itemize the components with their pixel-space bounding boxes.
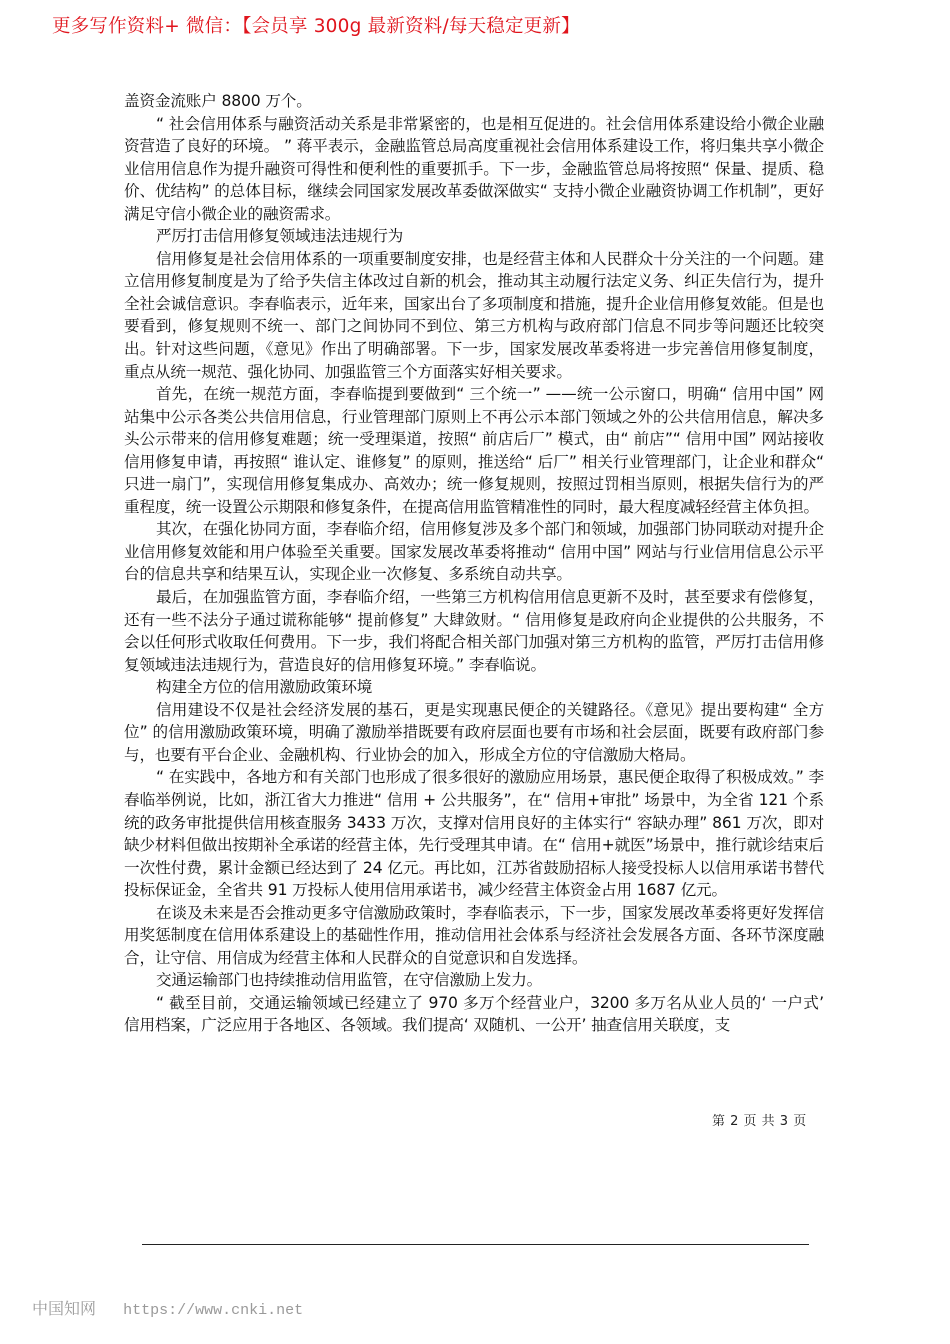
cnki-watermark [32, 1296, 303, 1319]
document-body [124, 90, 824, 1037]
watermark-url: https://www.cnki.net [123, 1302, 304, 1319]
paragraph: “ 在实践中，各地方和有关部门也形成了很多很好的激励应用场景，惠民便企取得了积极成效。” 李春临举例说，比如，浙江省大力推进“ 信用 + 公共服务”，在“ 信用+审批” 场景中，为全省 121 个系统的政务审批提供信用核查服务 3433 万次，支撑对信用良好的主体实行“ 容缺办理” 861 万次，即对缺少材料但做出按期补全承诺的经营主体，先行受理其申请。在“ 信用+就医”场景中，推行就诊结束后一次性付费，累计金额已经达到了 24 亿元。再比如，江苏省鼓励招标人接受投标人以信用承诺书替代投标保证金，全省共 91 万投标人使用信用承诺书，减少经营主体资金占用 1687 亿元。 [124, 768, 824, 900]
paragraph: 其次，在强化协同方面，李春临介绍，信用修复涉及多个部门和领域，加强部门协同联动对提升企业信用修复效能和用户体验至关重要。国家发展改革委将推动“ 信用中国” 网站与行业信用信息公示平台的信息共享和结果互认，实现企业一次修复、多系统自动共享。 [124, 520, 824, 584]
section-heading: 构建全方位的信用激励政策环境 [156, 678, 373, 697]
watermark-name: 中国知网 [32, 1299, 97, 1318]
footer-divider [142, 1244, 809, 1245]
paragraph: “ 社会信用体系与融资活动关系是非常紧密的，也是相互促进的。社会信用体系建设给小微企业融资营造了良好的环境。 ” 蒋平表示，金融监管总局高度重视社会信用体系建设工作，将归集共享小微企业信用信息作为提升融资可得性和便利性的重要抓手。下一步，金融监管总局将按照“ 保量、提质、稳价、优结构” 的总体目标，继续会同国家发展改革委做深做实“ 支持小微企业融资协调工作机制”，更好满足守信小微企业的融资需求。 [124, 114, 824, 223]
paragraph: 信用修复是社会信用体系的一项重要制度安排，也是经营主体和人民群众十分关注的一个问题。建立信用修复制度是为了给予失信主体改过自新的机会，推动其主动履行法定义务、纠正失信行为，提升全社会诚信意识。李春临表示，近年来，国家出台了多项制度和措施，提升企业信用修复效能。但是也要看到，修复规则不统一、部门之间协同不到位、第三方机构与政府部门信息不同步等问题还比较突出。针对这些问题，《意见》作出了明确部署。下一步，国家发展改革委将进一步完善信用修复制度，重点从统一规范、强化协同、加强监管三个方面落实好相关要求。 [124, 249, 824, 381]
paragraph: 最后，在加强监管方面，李春临介绍，一些第三方机构信用信息更新不及时，甚至要求有偿修复，还有一些不法分子通过谎称能够“ 提前修复” 大肆敛财。“ 信用修复是政府向企业提供的公共服务，不会以任何形式收取任何费用。下一步，我们将配合相关部门加强对第三方机构的监管，严厉打击信用修复领域违法违规行为，营造良好的信用修复环境。” 李春临说。 [124, 588, 824, 674]
paragraph: 信用建设不仅是社会经济发展的基石，更是实现惠民便企的关键路径。《意见》提出要构建“ 全方位” 的信用激励政策环境，明确了激励举措既要有政府层面也要有市场和社会层面，既要有政府部门参与，也要有平台企业、金融机构、行业协会的加入，形成全方位的守信激励大格局。 [124, 700, 824, 764]
paragraph: 交通运输部门也持续推动信用监管，在守信激励上发力。 [156, 971, 543, 990]
section-heading: 严厉打击信用修复领域违法违规行为 [156, 227, 404, 246]
paragraph: 盖资金流账户 8800 万个。 [124, 92, 312, 110]
paragraph: 在谈及未来是否会推动更多守信激励政策时，李春临表示，下一步，国家发展改革委将更好发挥信用奖惩制度在信用体系建设上的基础性作用，推动信用社会体系与经济社会发展各方面、各环节深度融合，让守信、用信成为经营主体和人民群众的自觉意识和自发选择。 [124, 903, 824, 967]
page-indicator: 第 2 页 共 3 页 [712, 1114, 807, 1129]
paragraph: “ 截至目前，交通运输领域已经建立了 970 多万个经营业户，3200 多万名从业人员的‘ 一户式’ 信用档案，广泛应用于各地区、各领域。我们提高‘ 双随机、一公开’ 抽查信用关联度，支 [124, 993, 824, 1035]
paragraph: 首先，在统一规范方面，李春临提到要做到“ 三个统一” ——统一公示窗口，明确“ 信用中国” 网站集中公示各类公共信用信息，行业管理部门原则上不再公示本部门领域之外的公共信用信息，解决多头公示带来的信用修复难题；统一受理渠道，按照“ 前店后厂” 模式，由“ 前店”“ 信用中国” 网站接收信用修复申请，再按照“ 谁认定、谁修复” 的原则，推送给“ 后厂” 相关行业管理部门，让企业和群众“ 只进一扇门”，实现信用修复集成办、高效办；统一修复规则，按照过罚相当原则，根据失信行为的严重程度，统一设置公示期限和修复条件，在提高信用监管精准性的同时，最大程度减轻经营主体负担。 [124, 385, 824, 516]
promo-banner: 更多写作资料+ 微信：【会员享 300g 最新资料/每天稳定更新】 [52, 16, 580, 37]
